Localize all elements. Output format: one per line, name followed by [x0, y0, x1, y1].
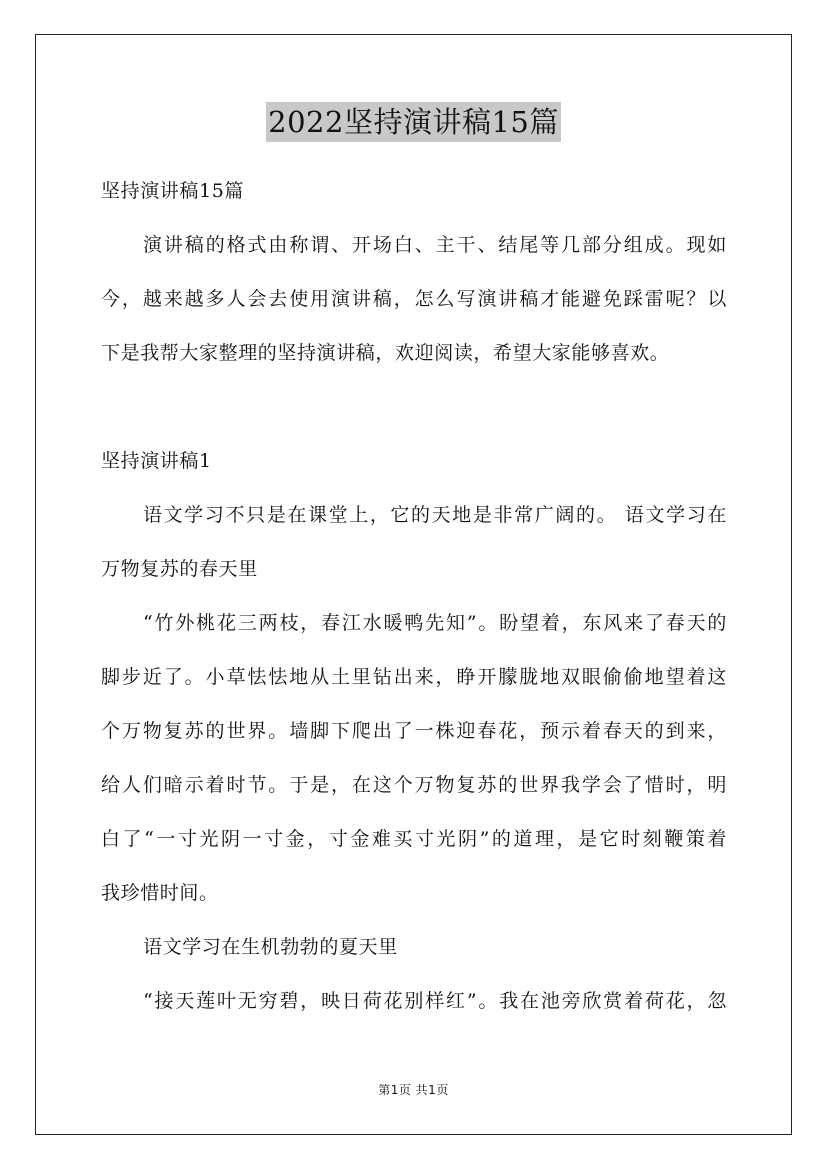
para2-line-5: 白了“一寸光阴一寸金，寸金难买寸光阴”的道理，是它时刻鞭策着: [101, 828, 727, 850]
section-heading: 坚持演讲稿1: [101, 450, 212, 472]
page-footer: 第1页 共1页: [378, 1083, 449, 1097]
title-container: [0, 102, 827, 142]
para4-line-1: “接天莲叶无穷碧，映日荷花别样红”。我在池旁欣赏着荷花，忽: [143, 990, 727, 1012]
para2-line-4: 给人们暗示着时节。于是，在这个万物复苏的世界我学会了惜时，明: [101, 774, 727, 796]
para2-line-1: “竹外桃花三两枝，春江水暖鸭先知”。盼望着，东风来了春天的: [143, 612, 727, 634]
para3-line-1: 语文学习在生机勃勃的夏天里: [143, 936, 398, 958]
document-body: [101, 164, 727, 1028]
para1-line-2: 万物复苏的春天里: [101, 558, 258, 580]
para1-line-1: 语文学习不只是在课堂上，它的天地是非常广阔的。 语文学习在: [143, 504, 727, 526]
intro-line-3: 下是我帮大家整理的坚持演讲稿，欢迎阅读，希望大家能够喜欢。: [101, 342, 670, 364]
para2-line-6: 我珍惜时间。: [101, 882, 219, 904]
blank-line: [101, 380, 727, 434]
intro-line-2: 今，越来越多人会去使用演讲稿，怎么写演讲稿才能避免踩雷呢？以: [101, 288, 727, 310]
document-title: 2022坚持演讲稿15篇: [266, 102, 561, 142]
intro-line-1: 演讲稿的格式由称谓、开场白、主干、结尾等几部分组成。现如: [143, 234, 727, 256]
document-subtitle: 坚持演讲稿15篇: [101, 180, 244, 202]
para2-line-3: 个万物复苏的世界。墙脚下爬出了一株迎春花，预示着春天的到来，: [101, 720, 727, 742]
para2-line-2: 脚步近了。小草怯怯地从土里钻出来，睁开朦胧地双眼偷偷地望着这: [101, 666, 727, 688]
